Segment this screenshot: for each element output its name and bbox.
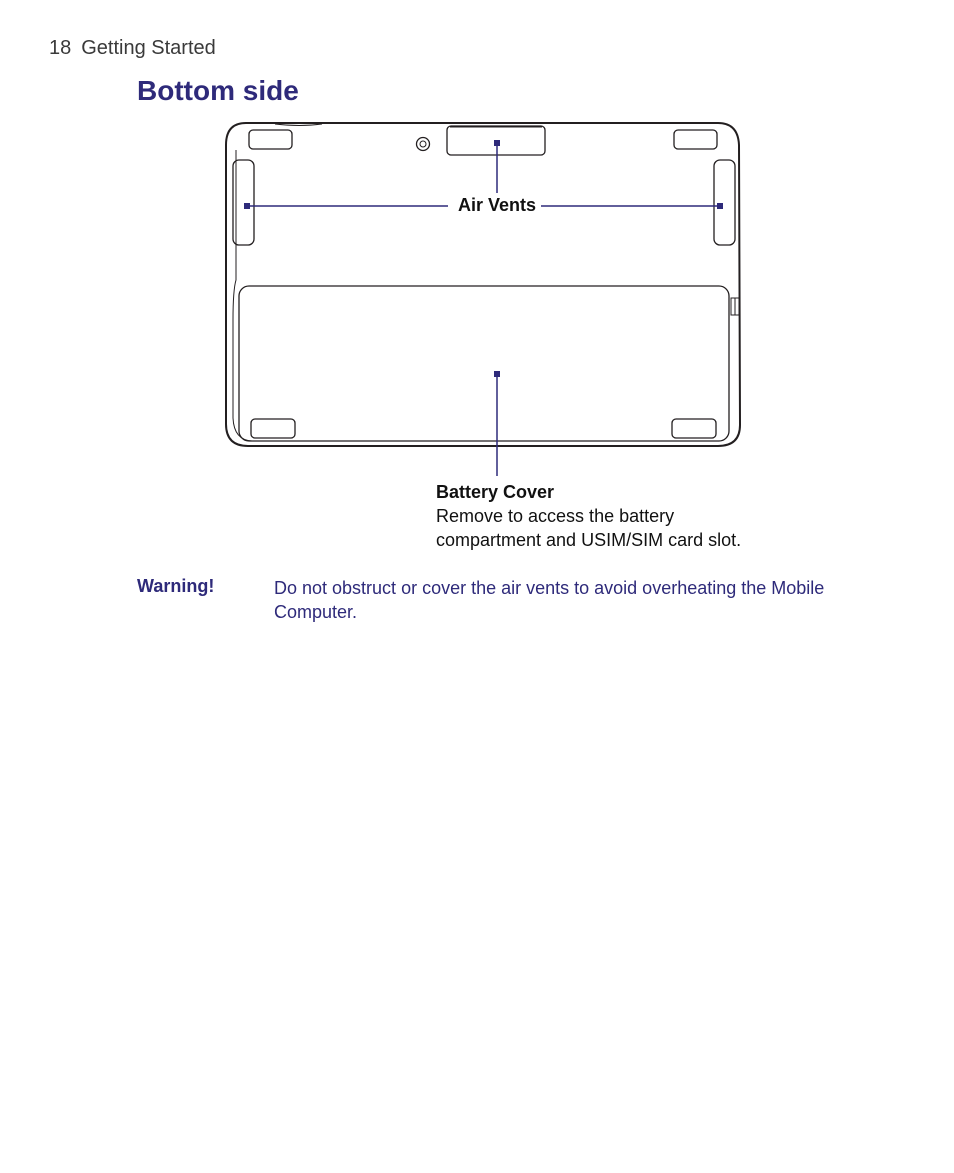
foot-top-right — [674, 130, 717, 149]
air-vent-marker-left — [244, 203, 250, 209]
side-vent-right — [714, 160, 735, 245]
battery-cover — [239, 286, 729, 441]
page-number: 18 — [49, 37, 72, 59]
device-bottom-illustration — [0, 0, 954, 560]
device-outline — [226, 123, 740, 446]
screw-hole-icon — [417, 138, 430, 151]
warning-text: Do not obstruct or cover the air vents to avoid overheating the Mobile Computer. — [274, 578, 825, 622]
page-title: Bottom side — [137, 75, 299, 106]
device-inner-edge — [233, 150, 252, 441]
foot-top-left — [249, 130, 292, 149]
battery-cover-title: Battery Cover — [436, 482, 555, 502]
battery-cover-description: Remove to access the battery compartment and USIM/SIM card slot. — [436, 506, 742, 550]
battery-cover-marker — [494, 371, 500, 377]
air-vent-marker-top — [494, 140, 500, 146]
air-vent-marker-right — [717, 203, 723, 209]
foot-bottom-right — [672, 419, 716, 438]
warning-label: Warning! — [137, 576, 215, 596]
battery-cover-callout — [436, 480, 766, 552]
foot-bottom-left — [251, 419, 295, 438]
air-vents-callout: Air Vents — [458, 195, 537, 215]
section-name: Getting Started — [81, 37, 216, 59]
device-top-bump — [275, 124, 322, 126]
